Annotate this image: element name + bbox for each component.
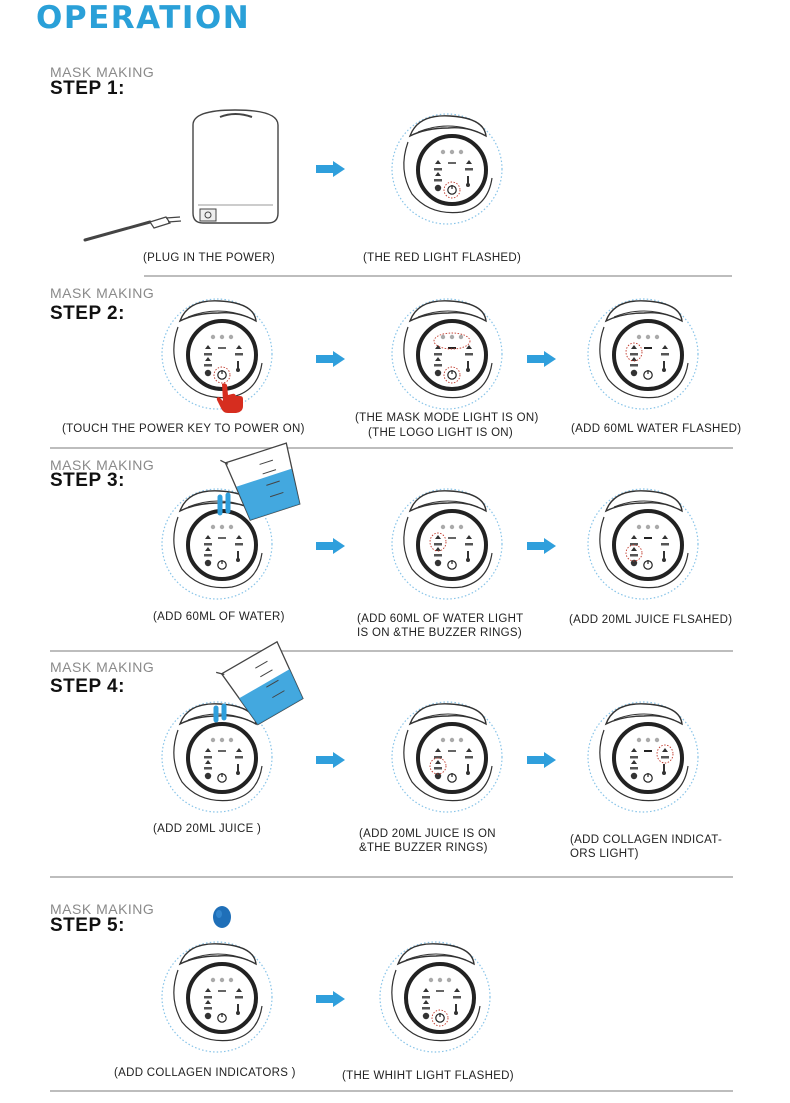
indicator-dot bbox=[447, 978, 451, 982]
indicator-dot bbox=[211, 978, 215, 982]
indicator-dot bbox=[637, 525, 641, 529]
indicator-dot bbox=[459, 335, 463, 339]
step-1-heading: STEP 1: bbox=[50, 78, 125, 99]
step-5-subtitle: MASK MAKING bbox=[50, 901, 155, 917]
logo-light bbox=[644, 750, 652, 752]
caption: (THE LOGO LIGHT IS ON) bbox=[368, 427, 514, 439]
logo-light bbox=[644, 347, 652, 349]
caption: (TOUCH THE POWER KEY TO POWER ON) bbox=[62, 423, 305, 435]
section-divider bbox=[50, 876, 733, 878]
collagen-tablet-icon bbox=[212, 905, 232, 929]
step-2-subtitle: MASK MAKING bbox=[50, 285, 155, 301]
indicator-dot bbox=[441, 738, 445, 742]
arrow-right-icon bbox=[527, 752, 557, 768]
blob-icon bbox=[435, 185, 441, 191]
device-panel bbox=[158, 940, 276, 1052]
indicator-dot bbox=[637, 335, 641, 339]
indicator-dot bbox=[220, 335, 224, 339]
device-panel bbox=[388, 297, 506, 409]
logo-light bbox=[644, 537, 652, 539]
blob-icon bbox=[205, 773, 211, 779]
caption: IS ON &THE BUZZER RINGS) bbox=[357, 627, 523, 639]
device-panel bbox=[584, 487, 702, 599]
logo-light bbox=[448, 750, 456, 752]
arrow-right-icon bbox=[316, 991, 346, 1007]
section-divider bbox=[144, 275, 732, 277]
indicator-dot bbox=[211, 738, 215, 742]
indicator-dot bbox=[211, 335, 215, 339]
blob-icon bbox=[435, 560, 441, 566]
caption: (THE MASK MODE LIGHT IS ON) bbox=[355, 412, 539, 424]
indicator-dot bbox=[646, 335, 650, 339]
logo-light bbox=[218, 537, 226, 539]
caption: &THE BUZZER RINGS) bbox=[359, 842, 488, 854]
caption: (ADD COLLAGEN INDICATORS ) bbox=[114, 1067, 296, 1079]
indicator-dot bbox=[450, 335, 454, 339]
device-panel bbox=[584, 700, 702, 812]
indicator-dot bbox=[450, 525, 454, 529]
indicator-dot bbox=[441, 525, 445, 529]
indicator-dot bbox=[450, 150, 454, 154]
machine-with-power-plug bbox=[80, 105, 280, 250]
step-4-subtitle: MASK MAKING bbox=[50, 659, 155, 675]
indicator-dot bbox=[229, 525, 233, 529]
indicator-dot bbox=[220, 738, 224, 742]
step-4-heading: STEP 4: bbox=[50, 676, 125, 697]
indicator-dot bbox=[637, 738, 641, 742]
logo-light bbox=[448, 537, 456, 539]
indicator-dot bbox=[229, 738, 233, 742]
indicator-dot bbox=[459, 738, 463, 742]
pointing-hand-icon bbox=[214, 382, 248, 414]
arrow-right-icon bbox=[527, 538, 557, 554]
power-plug-icon bbox=[85, 217, 181, 240]
logo-light bbox=[218, 750, 226, 752]
blob-icon bbox=[205, 1013, 211, 1019]
caption: (ADD 20ML JUICE FLSAHED) bbox=[569, 614, 733, 626]
device-panel bbox=[388, 700, 506, 812]
caption: (THE WHIHT LIGHT FLASHED) bbox=[342, 1070, 514, 1082]
step-2-heading: STEP 2: bbox=[50, 303, 125, 324]
indicator-dot bbox=[655, 525, 659, 529]
indicator-dot bbox=[438, 978, 442, 982]
indicator-dot bbox=[220, 978, 224, 982]
indicator-dot bbox=[450, 738, 454, 742]
logo-light bbox=[436, 990, 444, 992]
caption: (ADD 20ML JUICE ) bbox=[153, 823, 262, 835]
section-divider bbox=[50, 1090, 733, 1092]
arrow-right-icon bbox=[527, 351, 557, 367]
section-divider bbox=[50, 447, 733, 449]
step-5-heading: STEP 5: bbox=[50, 915, 125, 936]
blob-icon bbox=[205, 370, 211, 376]
measuring-cup-icon bbox=[206, 445, 310, 525]
page-title: OPERATION bbox=[36, 0, 251, 36]
indicator-dot bbox=[646, 525, 650, 529]
caption: (ADD 20ML JUICE IS ON bbox=[359, 828, 496, 840]
caption: (ADD 60ML WATER FLASHED) bbox=[571, 423, 742, 435]
blob-icon bbox=[205, 560, 211, 566]
caption: (ADD 60ML OF WATER) bbox=[153, 611, 285, 623]
measuring-cup-icon bbox=[206, 648, 310, 728]
indicator-dot bbox=[441, 335, 445, 339]
device-panel bbox=[584, 297, 702, 409]
caption: (ADD 60ML OF WATER LIGHT bbox=[357, 613, 524, 625]
indicator-dot bbox=[229, 335, 233, 339]
logo-light bbox=[218, 347, 226, 349]
arrow-right-icon bbox=[316, 351, 346, 367]
device-panel bbox=[388, 112, 506, 224]
blob-icon bbox=[631, 773, 637, 779]
indicator-dot bbox=[229, 978, 233, 982]
indicator-dot bbox=[459, 150, 463, 154]
device-panel bbox=[388, 487, 506, 599]
arrow-right-icon bbox=[316, 752, 346, 768]
caption: (PLUG IN THE POWER) bbox=[143, 252, 275, 264]
blob-icon bbox=[423, 1013, 429, 1019]
section-divider bbox=[50, 650, 733, 652]
device-panel bbox=[376, 940, 494, 1052]
indicator-dot bbox=[655, 738, 659, 742]
caption: ORS LIGHT) bbox=[570, 848, 639, 860]
caption: (THE RED LIGHT FLASHED) bbox=[363, 252, 522, 264]
indicator-dot bbox=[441, 150, 445, 154]
step-3-heading: STEP 3: bbox=[50, 470, 125, 491]
logo-light bbox=[218, 990, 226, 992]
blob-icon bbox=[435, 370, 441, 376]
step-3-subtitle: MASK MAKING bbox=[50, 457, 155, 473]
indicator-dot bbox=[429, 978, 433, 982]
blob-icon bbox=[631, 370, 637, 376]
indicator-dot bbox=[646, 738, 650, 742]
arrow-right-icon bbox=[316, 538, 346, 554]
indicator-dot bbox=[655, 335, 659, 339]
step-1-subtitle: MASK MAKING bbox=[50, 64, 155, 80]
indicator-dot bbox=[459, 525, 463, 529]
indicator-dot bbox=[220, 525, 224, 529]
indicator-dot bbox=[211, 525, 215, 529]
arrow-right-icon bbox=[316, 161, 346, 177]
caption: (ADD COLLAGEN INDICAT- bbox=[570, 834, 723, 846]
logo-light bbox=[448, 162, 456, 164]
